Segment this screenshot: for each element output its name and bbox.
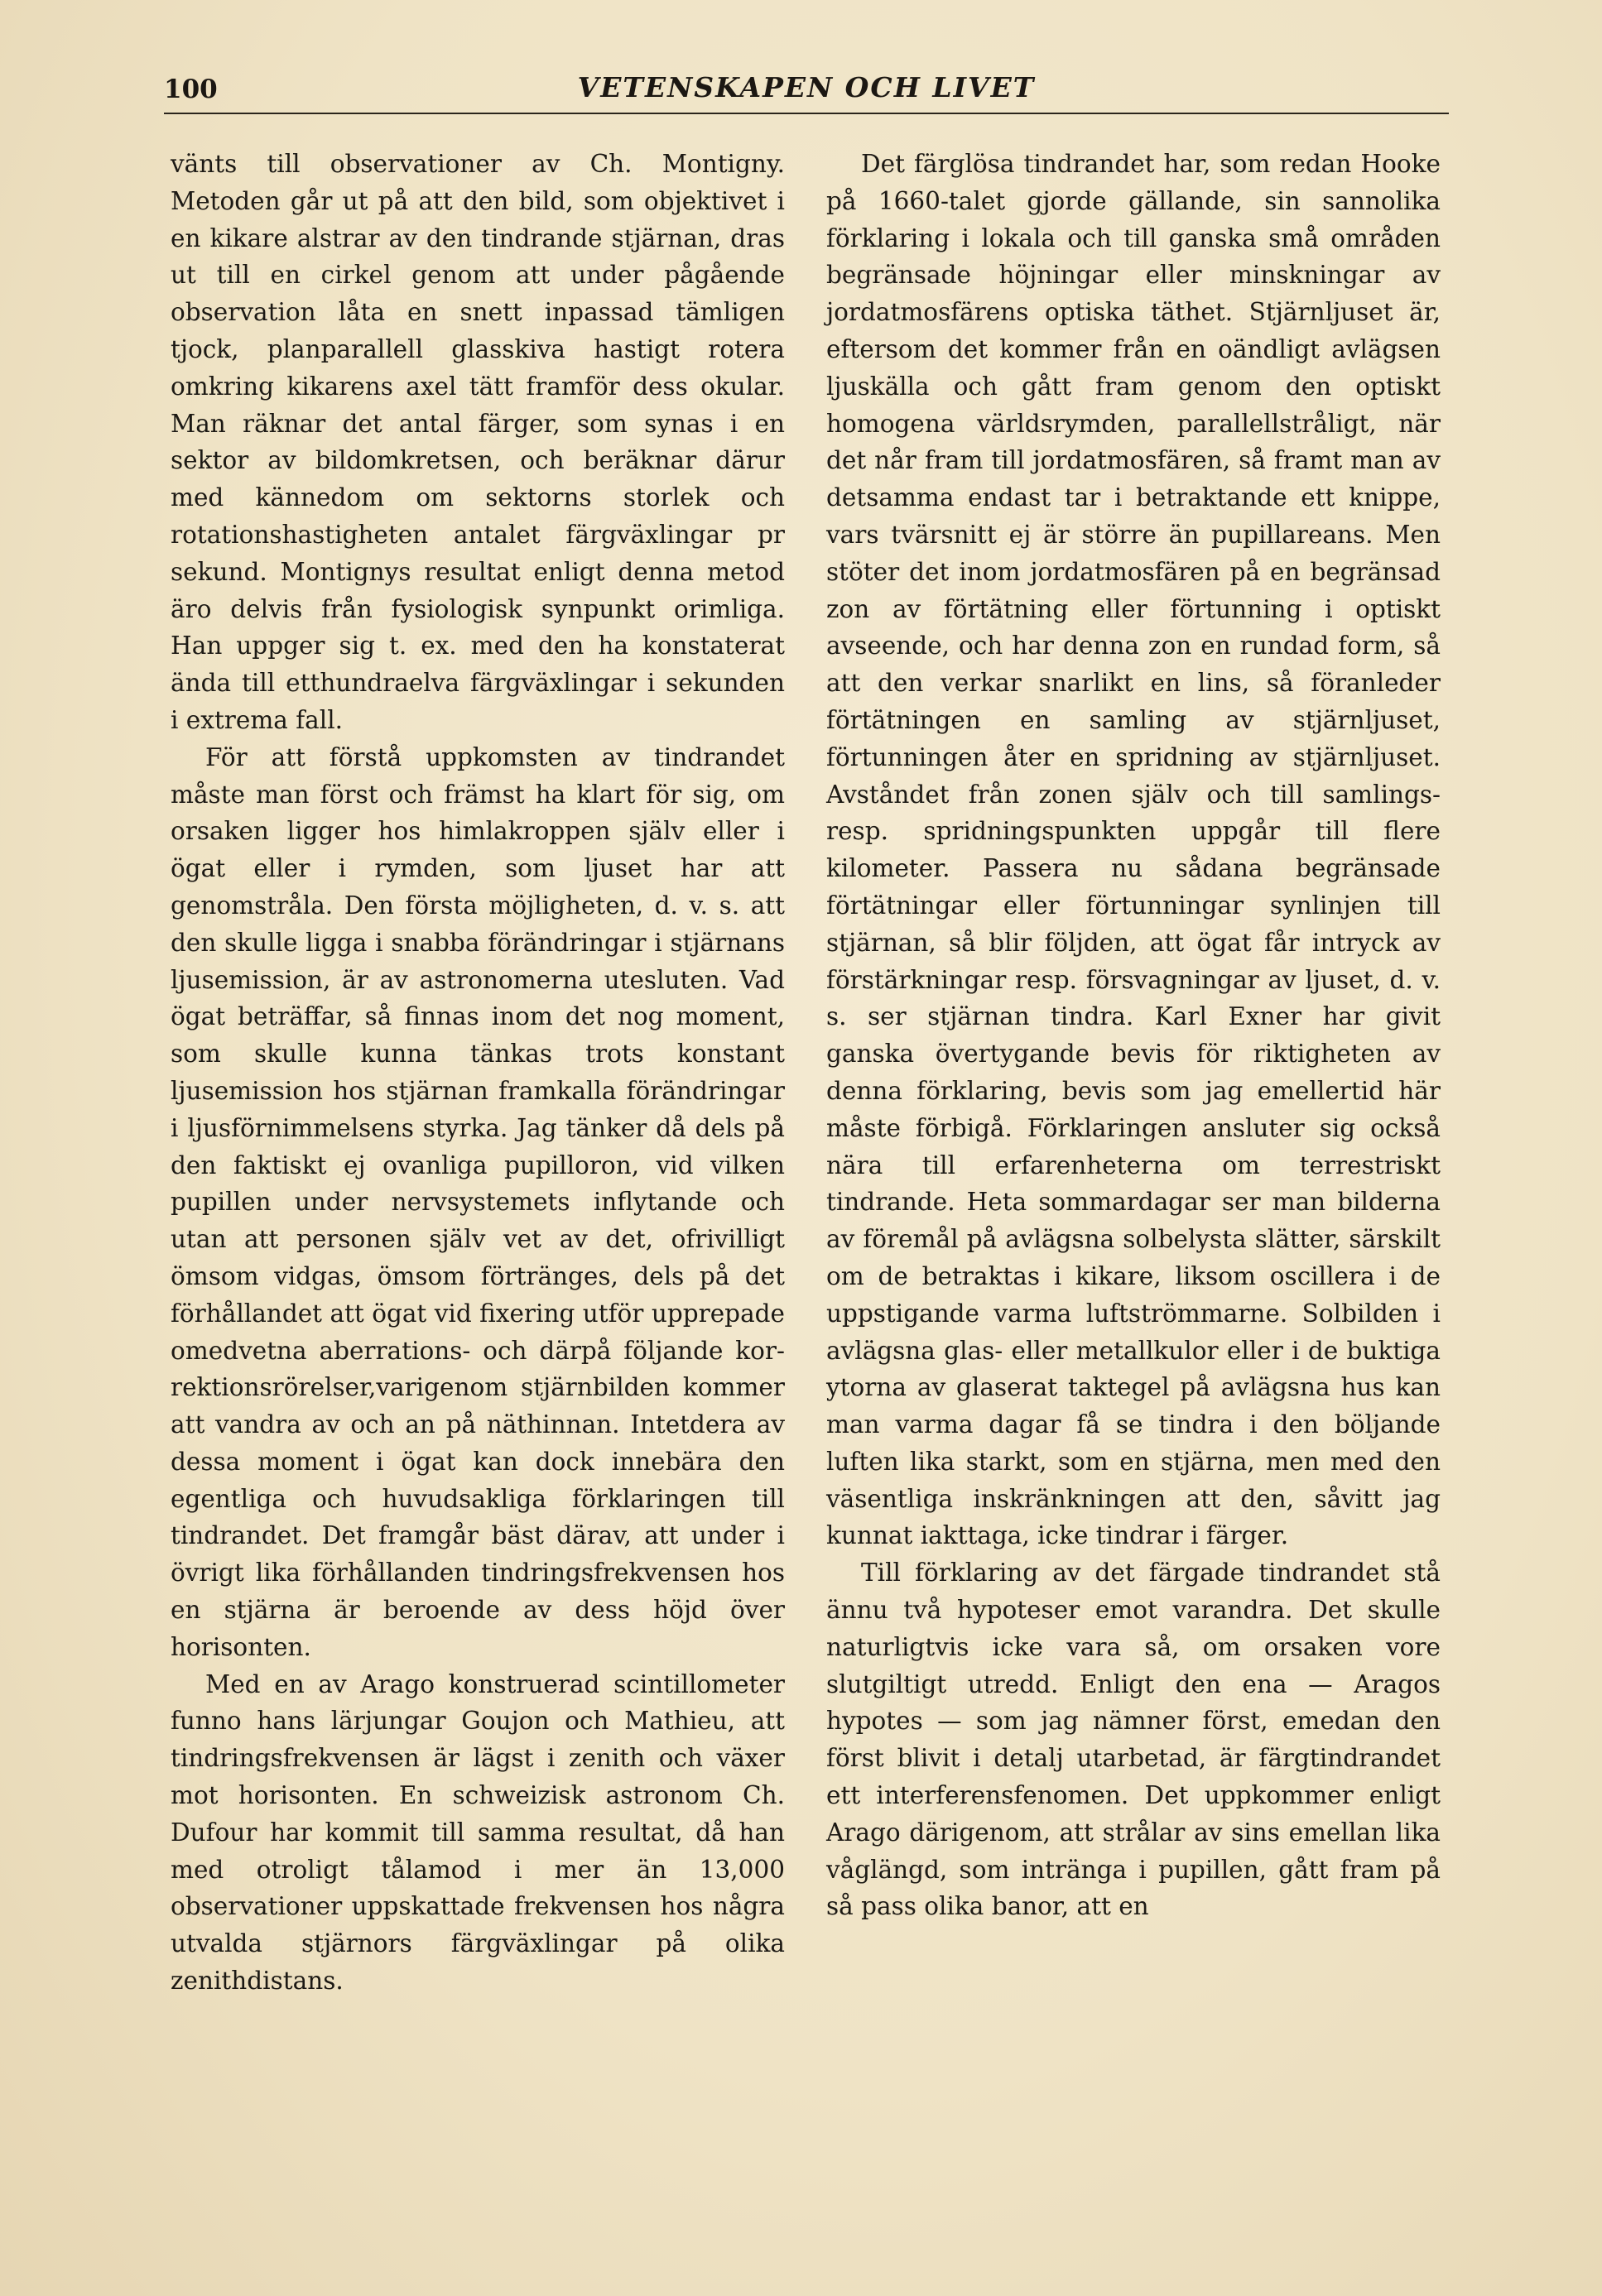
running-title: VETENSKAPEN OCH LIVET xyxy=(577,71,1036,103)
paragraph: Det färglösa tindrandet har, som redan Hooke på 1660-talet gjorde gällande, sin sannolika förklaring i lokala och till ganska små områden begränsade höjningar eller minskningar av jordatmosfärens optiska täthet. Stjärnljuset är, eftersom det kommer från en oändligt avlägsen ljuskälla och gått fram genom den optiskt homogena världsrymden, parallellstråligt, när det når fram till jordatmosfären, så framt man av detsamma endast tar i betraktande ett knippe, vars tvärsnitt ej är större än pupillareans. Men stöter det inom jordatmosfären på en begränsad zon av förtätning eller förtunning i optiskt avseende, och har denna zon en rundad form, så att den verkar snarlikt en lins, så föranleder förtätningen en samling av stjärnljuset, förtunningen åter en spridning av stjärnljuset. Avståndet från zonen själv och till samlings- resp. spridningspunkten uppgår till flere kilometer. Passera nu sådana begränsade förtätningar eller förtunningar synlinjen till stjärnan, så blir följden, att ögat får intryck av förstärkningar resp. försvagningar av ljuset, d. v. s. ser stjärnan tindra. Karl Exner har givit ganska övertygande bevis för riktigheten av denna förklaring, bevis som jag emellertid här måste förbigå. Förklaringen ansluter sig också nära till erfarenheterna om terrestriskt tindrande. Heta sommardagar ser man bilderna av föremål på avlägsna solbelysta slätter, särskilt om de betraktas i kikare, liksom oscillera i de uppstigande varma luftströmmarne. Solbilden i avlägsna glas- eller metallkulor eller i de buktiga ytorna av glaserat taktegel på avlägsna hus kan man varma dagar få se tindra i den böljande luften lika starkt, som en stjärna, men med den väsentliga inskränkningen att den, såvitt jag kunnat iakttaga, icke tindrar i färger. xyxy=(826,150,1441,1550)
left-column xyxy=(171,146,785,2000)
paragraph: För att förstå uppkomsten av tindrandet måste man först och främst ha klart för sig, om orsaken ligger hos himlakroppen själv eller i ögat eller i rymden, som ljuset har att genomstråla. Den första möjligheten, d. v. s. att den skulle ligga i snabba förändringar i stjärnans ljusemission, är av astronomerna utesluten. Vad ögat beträffar, så finnas inom det nog moment, som skulle kunna tänkas trots konstant ljusemission hos stjärnan framkalla förändringar i ljusförnimmelsens styrka. Jag tänker då dels på den faktiskt ej ovanliga pupilloron, vid vilken pupillen under nervsystemets inflytande och utan att personen själv vet av det, ofrivilligt ömsom vidgas, ömsom förtränges, dels på det förhållandet att ögat vid fixering utför upprepade omedvetna aberrations- och därpå följande korrektionsrörelser,varigenom stjärnbilden kommer att vandra av och an på näthinnan. Intetdera av dessa moment i ögat kan dock innebära den egentliga och huvudsakliga förklaringen till tindrandet. Det framgår bäst därav, att under i övrigt lika förhållanden tindringsfrekvensen hos en stjärna är beroende av dess höjd över horisonten. xyxy=(171,742,785,1661)
header-rule xyxy=(164,113,1449,114)
paragraph: vänts till observationer av Ch. Montigny. Metoden går ut på att den bild, som objektivet i en kikare alstrar av den tindrande stjärnan, dras ut till en cirkel genom att under pågående observation låta en snett inpassad tämligen tjock, planparallell glasskiva hastigt rotera omkring kikarens axel tätt framför dess okular. Man räknar det antal färger, som synas i en sektor av bildomkretsen, och beräknar därur med kännedom om sektorns storlek och rotationshastigheten antalet färgväxlingar pr sekund. Montignys resultat enligt denna metod äro delvis från fysiologisk synpunkt orimliga. Han uppger sig t. ex. med den ha konstaterat ända till etthundraelva färgväxlingar i sekunden i extrema fall. xyxy=(171,150,785,734)
page-number: 100 xyxy=(164,74,218,104)
right-column xyxy=(826,146,1441,1925)
paragraph: Till förklaring av det färgade tindrandet stå ännu två hypoteser emot varandra. Det skulle naturligtvis icke vara så, om orsaken vore slutgiltigt utredd. Enligt den ena — Aragos hypotes — som jag nämner först, emedan den först blivit i detalj utarbetad, är färgtindrandet ett interferensfenomen. Det uppkommer enligt Arago därigenom, att strålar av sins emellan lika våglängd, som intränga i pupillen, gått fram på så pass olika banor, att en xyxy=(826,1559,1441,1921)
paragraph: Med en av Arago konstruerad scintillometer funno hans lärjungar Goujon och Mathieu, att tindringsfrekvensen är lägst i zenith och växer mot horisonten. En schweizisk astronom Ch. Dufour har kommit till samma resultat, då han med otroligt tålamod i mer än 13,000 observationer uppskattade frekvensen hos några utvalda stjärnors färgväxlingar på olika zenithdistans. xyxy=(171,1669,785,1996)
page-header xyxy=(164,68,1449,109)
